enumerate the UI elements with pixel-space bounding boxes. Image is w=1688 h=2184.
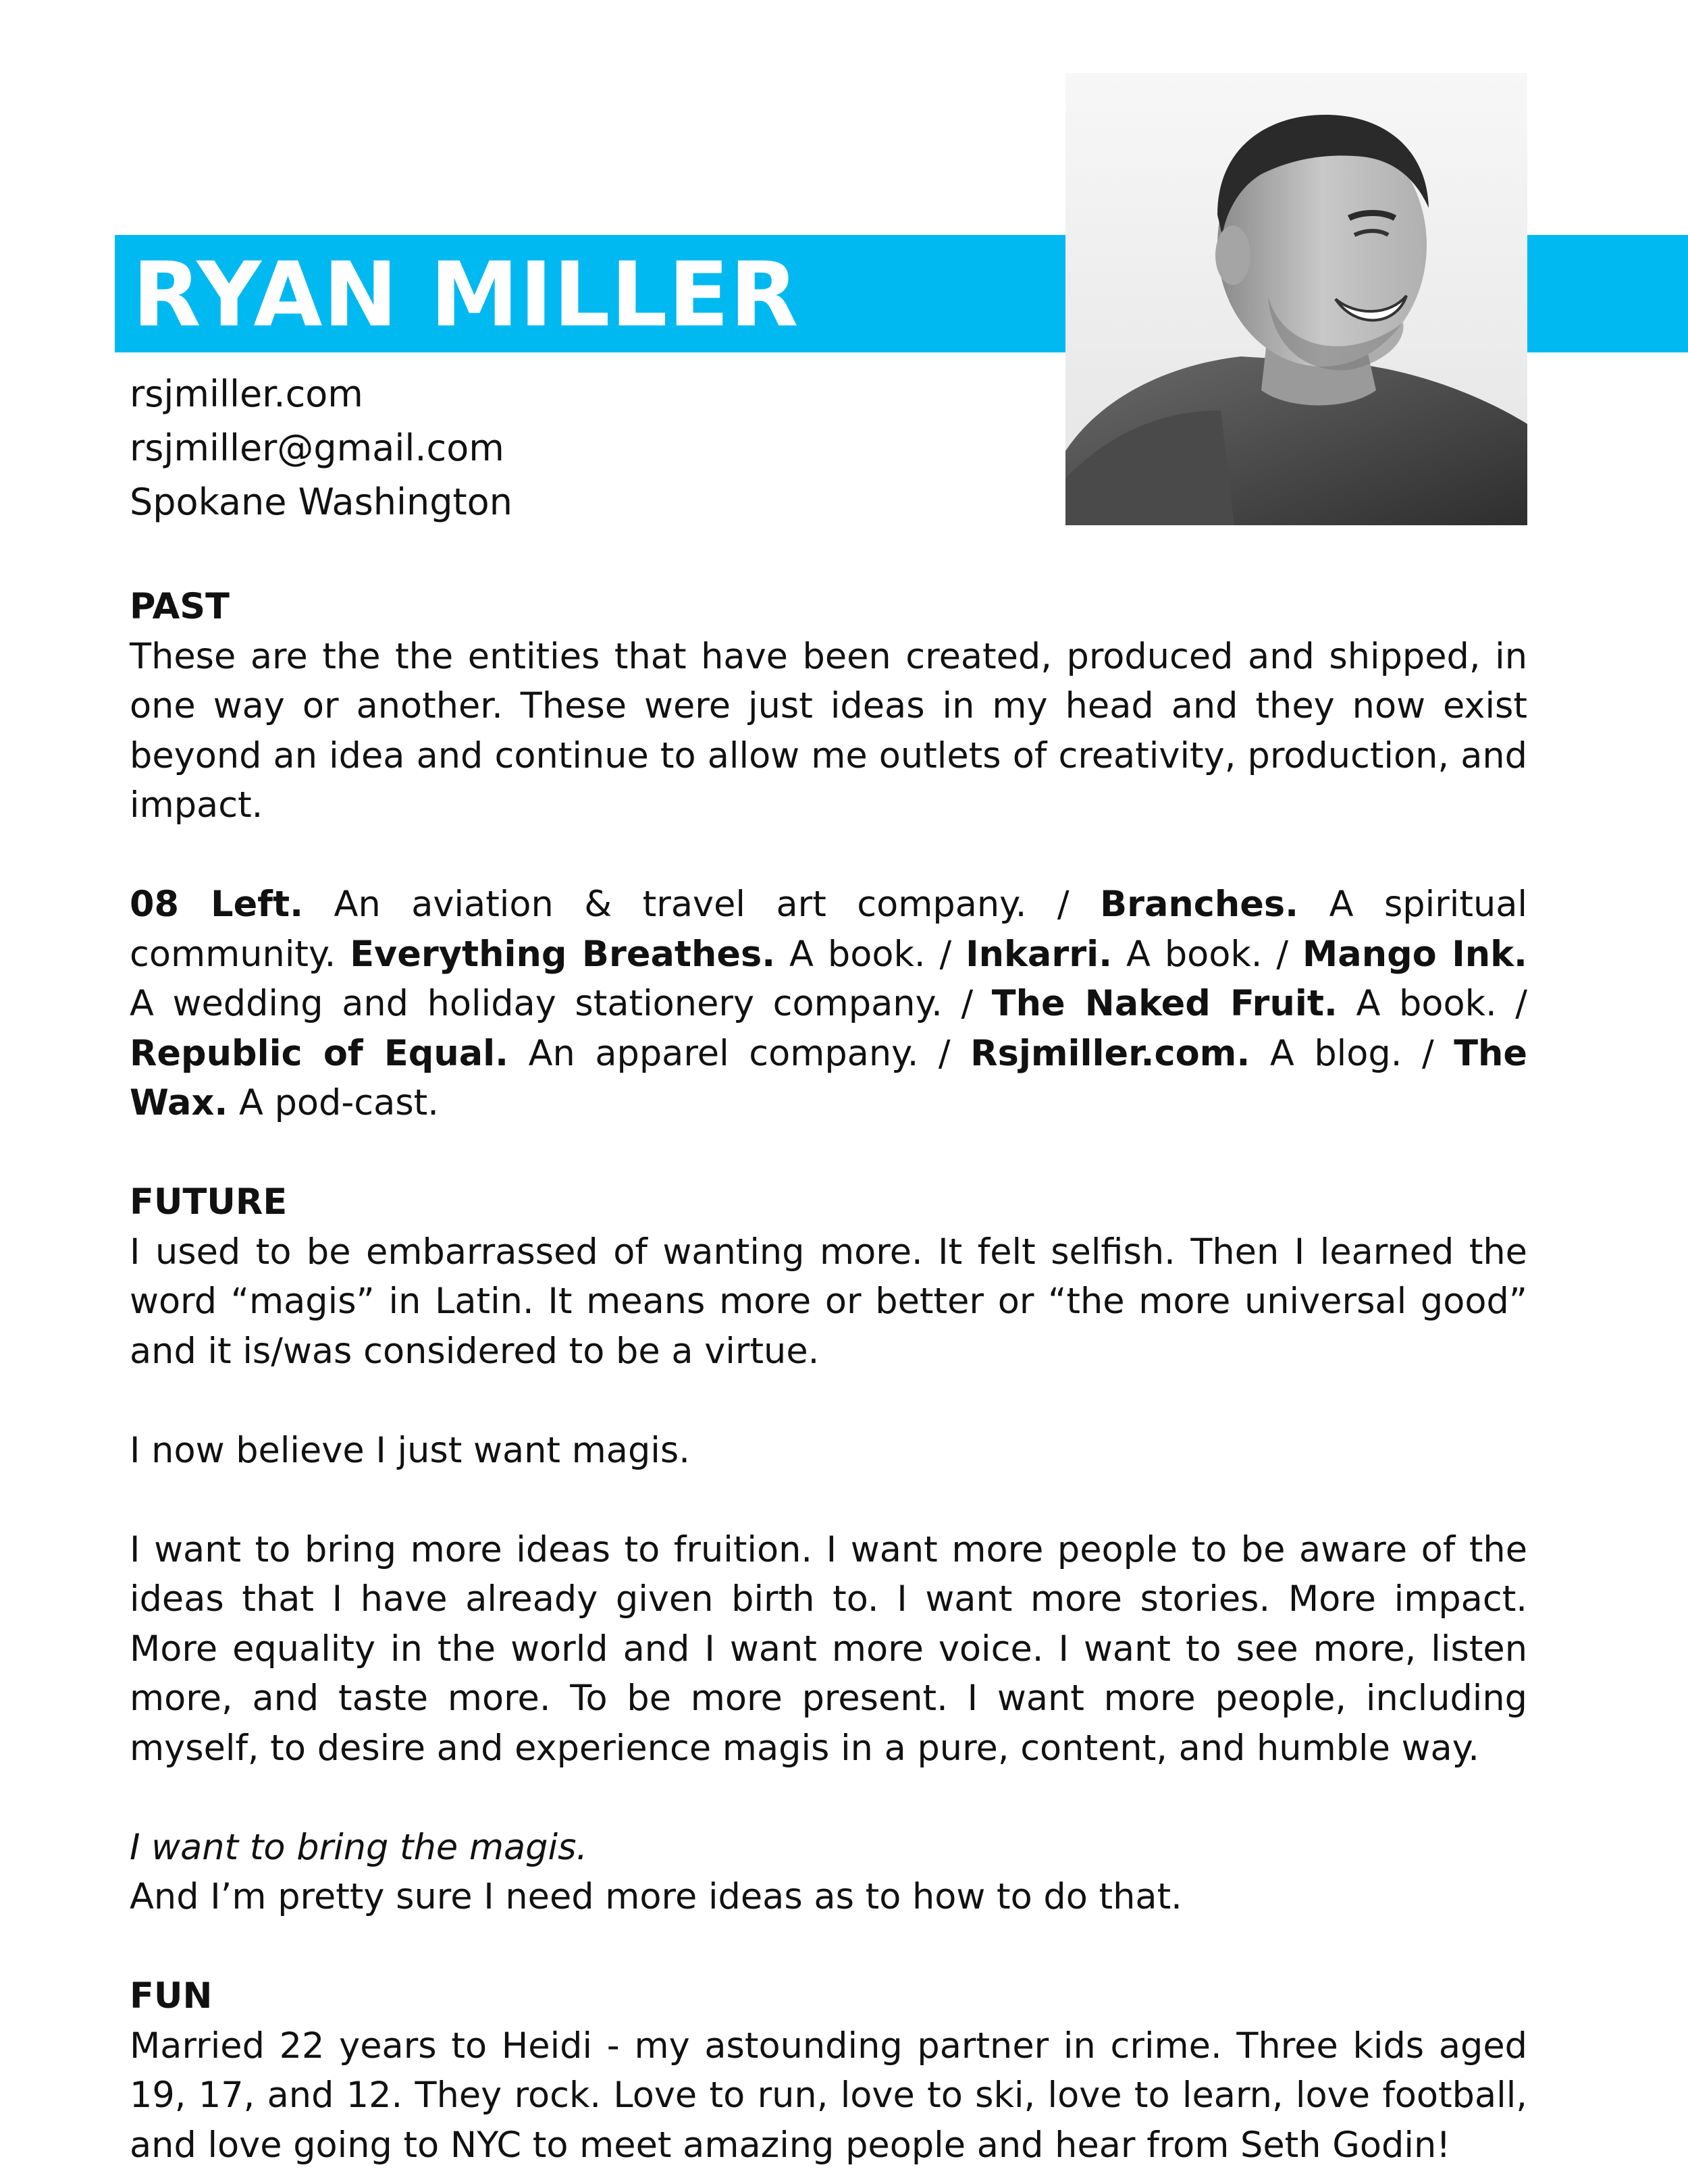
- website-link[interactable]: rsjmiller.com: [130, 373, 363, 415]
- past-entities: [130, 880, 1527, 1128]
- entity-desc: A blog. /: [1250, 1032, 1454, 1074]
- entity-desc: A book. /: [1112, 933, 1303, 975]
- entity-name: Everything Breathes.: [350, 933, 776, 975]
- future-paragraph-1: I used to be embarrassed of wanting more. It felt selfish. Then I learned the word “magis” in Latin. It means more or better or “the more universal good” and it is/was considered to be a virtue.: [130, 1231, 1527, 1372]
- future-italic-line: I want to bring the magis.: [130, 1826, 588, 1868]
- entity-name: Republic of Equal.: [130, 1032, 509, 1074]
- fun-paragraph: Married 22 years to Heidi - my astounding partner in crime. Three kids aged 19, 17, and 12. They rock. Love to run, love to ski, love to learn, love football, and love going to NYC to meet amazing people and hear from Seth Godin!: [130, 2025, 1527, 2166]
- entity-desc: A spiritual community.: [130, 884, 1528, 975]
- portrait-illustration: [1065, 73, 1527, 525]
- past-intro: These are the the entities that have been created, produced and shipped, in one way or another. These were just ideas in my head and they now exist beyond an idea and continue to allow me outlets of creativity, production, and impact.: [130, 635, 1527, 826]
- entity-desc: A book. /: [1337, 983, 1527, 1024]
- entity-name: Rsjmiller.com.: [970, 1032, 1250, 1074]
- past-heading: PAST: [130, 586, 230, 627]
- person-name: RYAN MILLER: [132, 243, 799, 347]
- entity-desc: An aviation & travel art company. /: [303, 884, 1101, 925]
- future-paragraph-3: I want to bring more ideas to fruition. I want more people to be aware of the ideas that I have already given birth to. I want more stories. More impact. More equality in the world and I want more voice. I want to see more, listen more, and taste more. To be more present. I want more people, including myself, to desire and experience magis in a pure, content, and humble way.: [130, 1528, 1527, 1769]
- entity-desc: A book. /: [775, 933, 966, 975]
- entity-name: Branches.: [1100, 884, 1299, 925]
- entity-name: Inkarri.: [966, 933, 1113, 975]
- future-paragraph-2: I now believe I just want magis.: [130, 1429, 690, 1471]
- entity-name: Mango Ink.: [1302, 933, 1528, 975]
- fun-heading: FUN: [130, 1975, 213, 2017]
- entity-name: The Wax.: [130, 1032, 1527, 1123]
- entity-desc: A wedding and holiday stationery company. /: [130, 983, 992, 1024]
- future-heading: FUTURE: [130, 1181, 288, 1223]
- portrait-photo-icon: [1065, 73, 1527, 525]
- entity-name: The Naked Fruit.: [991, 983, 1338, 1024]
- future-closing-line: And I’m pretty sure I need more ideas as to how to do that.: [130, 1876, 1182, 1917]
- entity-name: 08 Left.: [130, 884, 304, 925]
- entity-desc: An apparel company. /: [508, 1032, 971, 1074]
- email-link[interactable]: rsjmiller@gmail.com: [130, 427, 504, 469]
- location-text: Spokane Washington: [130, 481, 512, 523]
- entity-desc: A pod-cast.: [228, 1082, 439, 1123]
- resume-content: [130, 582, 1527, 2170]
- contact-block: [130, 367, 512, 529]
- name-banner-right: [1527, 235, 1688, 352]
